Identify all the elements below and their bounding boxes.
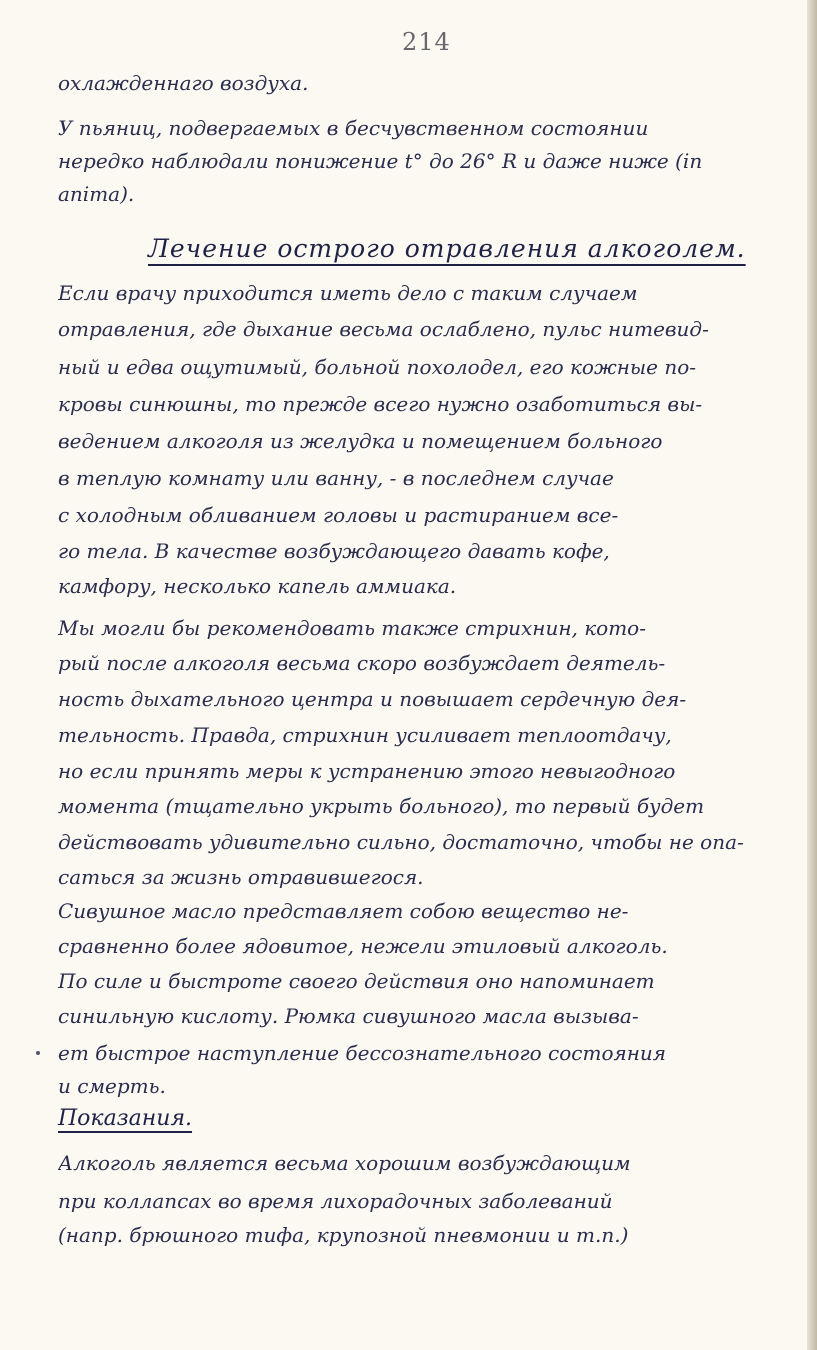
text-line: в теплую комнату или ванну, - в последнем случае — [58, 466, 614, 490]
text-line: момента (тщательно укрыть больного), то первый будет — [58, 794, 705, 818]
text-line: ет быстрое наступление бессознательного состояния — [58, 1041, 667, 1065]
page-edge — [807, 0, 817, 1350]
text-line: Алкоголь является весьма хорошим возбуждающим — [58, 1151, 631, 1175]
text-line: го тела. В качестве возбуждающего давать кофе, — [58, 539, 610, 563]
text-line: ведением алкоголя из желудка и помещением больного — [58, 429, 663, 453]
text-line: У пьяниц, подвергаемых в бесчувственном состоянии — [58, 116, 649, 140]
text-line: камфору, несколько капель аммиака. — [58, 574, 457, 598]
text-line: anima). — [58, 182, 135, 206]
text-line: Сивушное масло представляет собою вещество не- — [58, 899, 629, 923]
text-line: синильную кислоту. Рюмка сивушного масла вызыва- — [58, 1004, 639, 1028]
text-line: ность дыхательного центра и повышает сердечную дея- — [58, 687, 687, 711]
text-line: ный и едва ощутимый, больной похолодел, его кожные по- — [58, 355, 697, 379]
page-number: 214 — [402, 28, 451, 56]
section-heading: Лечение острого отравления алкоголем. — [148, 234, 746, 263]
text-line: нередко наблюдали понижение t° до 26° R и даже ниже (in — [58, 149, 703, 173]
text-line: сравненно более ядовитое, нежели этиловый алкоголь. — [58, 934, 668, 958]
text-line: кровы синюшны, то прежде всего нужно озаботиться вы- — [58, 392, 703, 416]
margin-dot — [36, 1051, 40, 1055]
text-line: но если принять меры к устранению этого невыгодного — [58, 759, 676, 783]
text-line: действовать удивительно сильно, достаточно, чтобы не опа- — [58, 830, 744, 854]
text-line: тельность. Правда, стрихнин усиливает теплоотдачу, — [58, 723, 672, 747]
text-line: и смерть. — [58, 1074, 166, 1098]
text-line: при коллапсах во время лихорадочных заболеваний — [58, 1189, 613, 1213]
text-line: Если врачу приходится иметь дело с таким случаем — [58, 281, 638, 305]
text-line: рый после алкоголя весьма скоро возбуждает деятель- — [58, 651, 666, 675]
text-line: отравления, где дыхание весьма ослаблено, пульс нитевид- — [58, 317, 709, 341]
text-line: По силе и быстроте своего действия оно напоминает — [58, 969, 655, 993]
text-line: (напр. брюшного тифа, крупозной пневмонии и т.п.) — [58, 1223, 629, 1247]
section-subheading: Показания. — [58, 1106, 193, 1131]
text-line: охлажденнаго воздуха. — [58, 71, 309, 95]
text-line: с холодным обливанием головы и растиранием все- — [58, 503, 619, 527]
text-line: Мы могли бы рекомендовать также стрихнин, кото- — [58, 616, 646, 640]
text-line: саться за жизнь отравившегося. — [58, 865, 424, 889]
